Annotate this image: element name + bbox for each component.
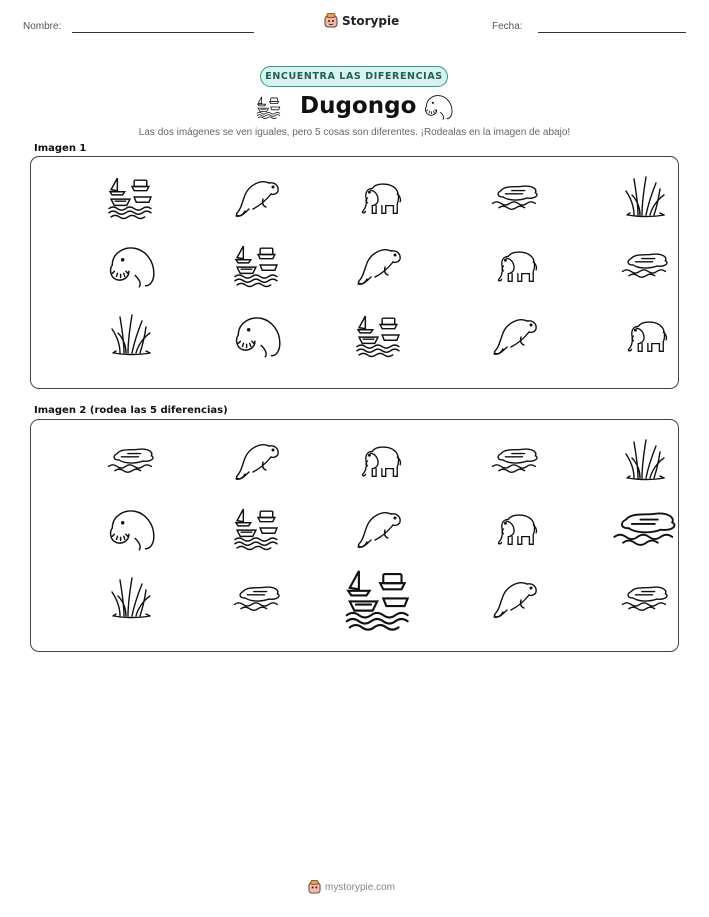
boats-icon [256, 94, 282, 125]
elephant-icon[interactable] [355, 441, 403, 479]
image2-panel[interactable] [30, 419, 679, 652]
storypie-icon [308, 880, 321, 894]
activity-badge: ENCUENTRA LAS DIFERENCIAS [260, 66, 448, 87]
grass-icon [622, 174, 668, 220]
elephant-icon [621, 316, 669, 354]
water-icon[interactable] [106, 445, 156, 475]
water-icon [620, 250, 670, 280]
dugong-face-icon[interactable] [104, 505, 158, 551]
storypie-icon [324, 13, 338, 28]
date-label: Fecha: [492, 21, 523, 32]
grass-icon[interactable] [622, 437, 668, 483]
elephant-icon [355, 178, 403, 216]
dugong-icon [355, 243, 403, 287]
dugong-icon[interactable] [491, 576, 539, 620]
dugong-icon[interactable] [355, 506, 403, 550]
dugong-icon [491, 313, 539, 357]
grass-icon [108, 312, 154, 358]
image1-label: Imagen 1 [34, 143, 87, 154]
elephant-icon [491, 246, 539, 284]
image2-label: Imagen 2 (rodea las 5 diferencias) [34, 405, 228, 416]
boats-icon [105, 176, 157, 218]
footer [308, 880, 395, 894]
brand-logo [324, 13, 399, 28]
boats-icon [353, 314, 405, 356]
dugong-icon [421, 92, 455, 125]
water-icon[interactable] [611, 508, 679, 549]
water-icon [490, 182, 540, 212]
water-icon[interactable] [490, 445, 540, 475]
brand-name: Storypie [342, 13, 400, 28]
footer-url[interactable]: mystorypie.com [325, 881, 396, 893]
page-title: Dugongo [300, 93, 417, 119]
boats-icon [231, 244, 283, 286]
dugong-icon[interactable] [233, 438, 281, 482]
grass-icon[interactable] [108, 575, 154, 621]
name-field[interactable] [72, 32, 254, 33]
water-icon[interactable] [232, 583, 282, 613]
boats-icon[interactable] [341, 568, 416, 629]
date-field[interactable] [538, 32, 686, 33]
name-label: Nombre: [23, 21, 62, 32]
instructions: Las dos imágenes se ven iguales, pero 5 cosas son diferentes. ¡Rodealas en la imagen de abajo! [138, 127, 571, 138]
dugong-icon [233, 175, 281, 219]
dugong-face-icon [230, 312, 284, 358]
image1-panel [30, 156, 679, 389]
water-icon[interactable] [620, 583, 670, 613]
dugong-face-icon [104, 242, 158, 288]
elephant-icon[interactable] [491, 509, 539, 547]
boats-icon[interactable] [231, 507, 283, 549]
